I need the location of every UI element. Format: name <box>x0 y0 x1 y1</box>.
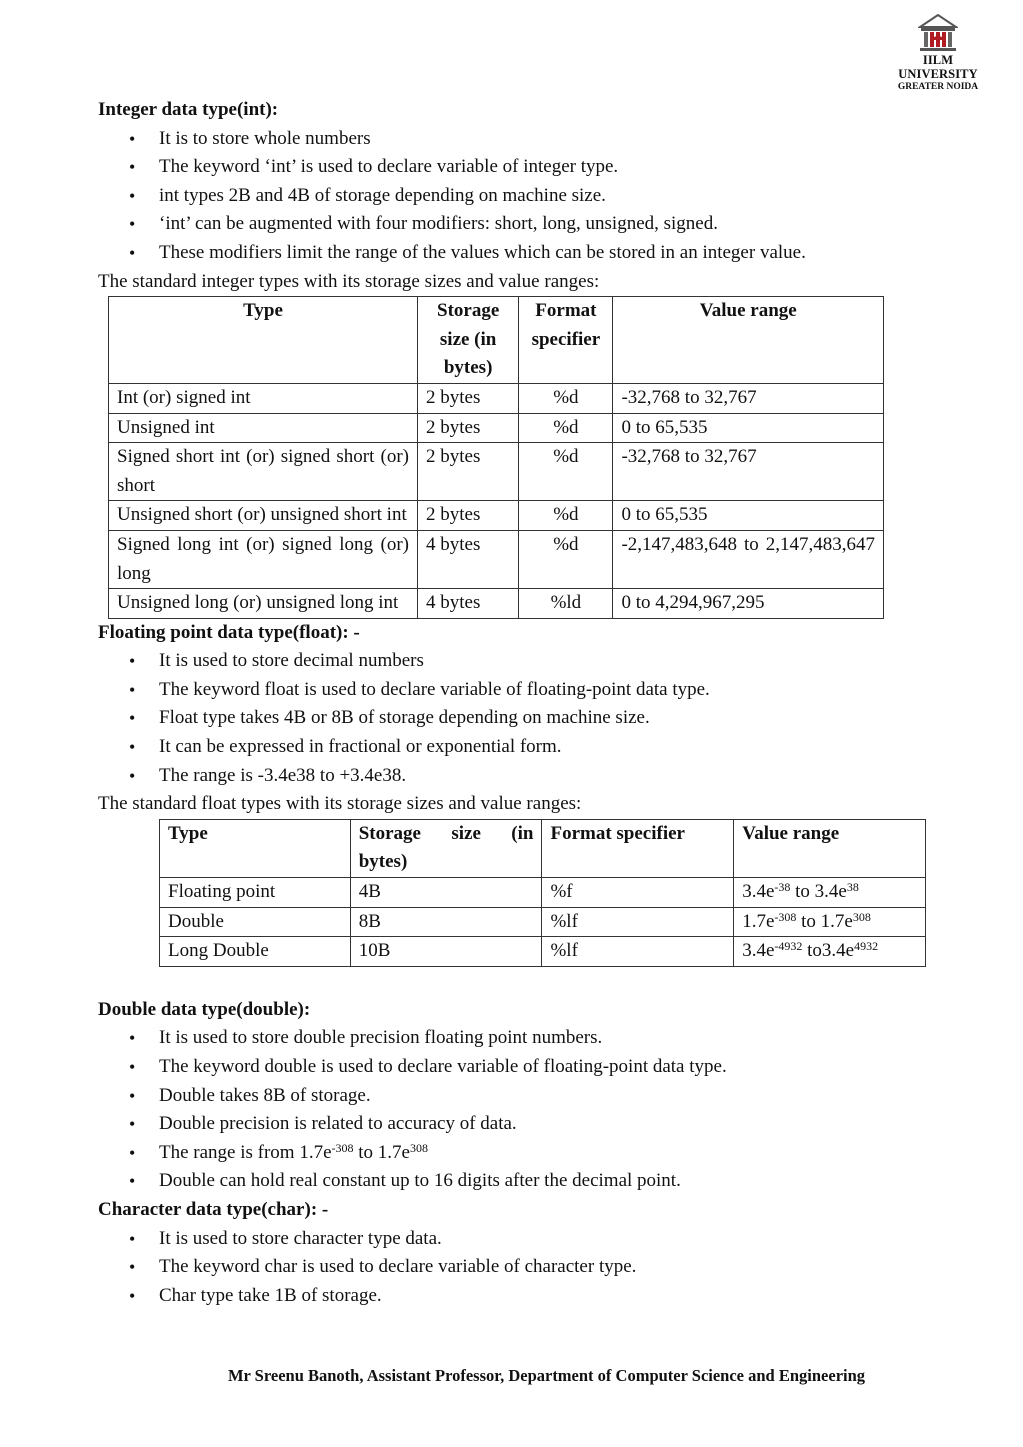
list-item: • Double can hold real constant up to 16 digits after the decimal point. <box>98 1167 938 1196</box>
range-base: 3.4e <box>742 940 775 962</box>
section-spacer <box>98 967 938 996</box>
table-cell: Signed long int (or) signed long (or) long <box>109 530 418 588</box>
table-cell: -2,147,483,648 to 2,147,483,647 <box>613 530 884 588</box>
table-row <box>109 589 884 619</box>
list-item: • The keyword double is used to declare variable of floating-point data type. <box>98 1053 938 1082</box>
table-cell: 0 to 65,535 <box>613 413 884 443</box>
table-cell: 4 bytes <box>417 530 518 588</box>
int-bullet-list <box>98 125 938 268</box>
table-row <box>109 501 884 531</box>
list-item: • ‘int’ can be augmented with four modifiers: short, long, unsigned, signed. <box>98 210 938 239</box>
list-item: • Float type takes 4B or 8B of storage depending on machine size. <box>98 704 938 733</box>
range-base: to3.4e <box>802 940 855 962</box>
list-item: • int types 2B and 4B of storage depending on machine size. <box>98 182 938 211</box>
table-cell: Double <box>160 907 351 937</box>
table-cell: Unsigned int <box>109 413 418 443</box>
table-cell: %d <box>519 530 613 588</box>
range-exponent: 308 <box>410 1140 428 1155</box>
table-cell: Long Double <box>160 937 351 967</box>
list-item: • It can be expressed in fractional or exponential form. <box>98 733 938 762</box>
table-cell: 4 bytes <box>417 589 518 619</box>
table-header: Value range <box>613 297 884 384</box>
range-text: The range is from 1.7e <box>159 1141 332 1163</box>
list-item: • Double takes 8B of storage. <box>98 1082 938 1111</box>
table-header-row <box>160 819 926 877</box>
list-item: • The keyword ‘int’ is used to declare variable of integer type. <box>98 153 938 182</box>
char-heading: Character data type(char): - <box>98 1198 329 1220</box>
table-header-row <box>109 297 884 384</box>
list-item: • Char type take 1B of storage. <box>98 1282 938 1311</box>
table-row <box>109 443 884 501</box>
table-row <box>160 878 926 908</box>
table-cell: %d <box>519 443 613 501</box>
table-header: Value range <box>734 819 926 877</box>
table-cell: -32,768 to 32,767 <box>613 443 884 501</box>
table-cell: %lf <box>542 937 734 967</box>
list-item: • These modifiers limit the range of the values which can be stored in an integer value. <box>98 239 938 268</box>
list-item: • It is used to store decimal numbers <box>98 647 938 676</box>
list-item <box>98 1139 938 1168</box>
table-cell: Floating point <box>160 878 351 908</box>
table-header: Storage size (in bytes) <box>350 819 542 877</box>
list-item: • It is used to store character type data. <box>98 1225 938 1254</box>
table-cell: Signed short int (or) signed short (or) short <box>109 443 418 501</box>
range-base: to 1.7e <box>796 910 853 932</box>
list-item: • It is used to store double precision floating point numbers. <box>98 1024 938 1053</box>
range-exponent: -38 <box>774 880 791 895</box>
table-cell: Unsigned long (or) unsigned long int <box>109 589 418 619</box>
table-cell: %d <box>519 413 613 443</box>
int-table-intro: The standard integer types with its storage sizes and value ranges: <box>98 270 600 292</box>
table-cell: 8B <box>350 907 542 937</box>
int-heading: Integer data type(int): <box>98 99 279 120</box>
table-cell: %f <box>542 878 734 908</box>
range-exponent: -308 <box>331 1140 354 1155</box>
table-header: Format specifier <box>519 297 613 384</box>
table-row <box>160 907 926 937</box>
table-cell: 2 bytes <box>417 413 518 443</box>
table-cell: Unsigned short (or) unsigned short int <box>109 501 418 531</box>
table-cell: %d <box>519 501 613 531</box>
table-cell: 10B <box>350 937 542 967</box>
table-cell: 2 bytes <box>417 443 518 501</box>
list-item: • The keyword float is used to declare variable of floating-point data type. <box>98 676 938 705</box>
document-body <box>98 96 938 1310</box>
table-cell: 2 bytes <box>417 383 518 413</box>
range-base: to 3.4e <box>790 881 847 903</box>
range-exponent: 4932 <box>854 939 879 954</box>
float-table-intro: The standard float types with its storage sizes and value ranges: <box>98 793 582 815</box>
range-exponent: 308 <box>852 909 871 924</box>
table-header: Format specifier <box>542 819 734 877</box>
university-building-icon <box>918 14 958 52</box>
table-header: Type <box>109 297 418 384</box>
table-cell: %ld <box>519 589 613 619</box>
table-row <box>109 530 884 588</box>
table-row <box>109 383 884 413</box>
range-exponent: -4932 <box>774 939 803 954</box>
table-cell: %d <box>519 383 613 413</box>
int-types-table <box>108 296 884 619</box>
table-cell: -32,768 to 32,767 <box>613 383 884 413</box>
table-cell <box>734 937 926 967</box>
table-header: Storage size (in bytes) <box>417 297 518 384</box>
table-cell: 4B <box>350 878 542 908</box>
char-bullet-list <box>98 1225 938 1311</box>
logo-location: GREATER NOIDA <box>897 82 979 92</box>
list-item: • The range is -3.4e38 to +3.4e38. <box>98 762 938 791</box>
float-types-table <box>159 819 926 967</box>
double-bullet-list <box>98 1024 938 1196</box>
page-footer: Mr Sreenu Banoth, Assistant Professor, Department of Computer Science and Engineering <box>227 1366 866 1385</box>
range-base: 3.4e <box>742 881 775 903</box>
table-row <box>109 413 884 443</box>
table-cell: 2 bytes <box>417 501 518 531</box>
table-cell: 0 to 4,294,967,295 <box>613 589 884 619</box>
range-exponent: -308 <box>774 909 797 924</box>
double-heading: Double data type(double): <box>98 998 311 1020</box>
range-base: 1.7e <box>742 910 775 932</box>
table-cell <box>734 878 926 908</box>
table-header: Type <box>160 819 351 877</box>
table-cell: Int (or) signed int <box>109 383 418 413</box>
table-row <box>160 937 926 967</box>
range-text: to 1.7e <box>353 1141 410 1163</box>
table-cell: %lf <box>542 907 734 937</box>
list-item: • It is to store whole numbers <box>98 125 938 154</box>
table-cell: 0 to 65,535 <box>613 501 884 531</box>
float-heading: Floating point data type(float): - <box>98 621 360 643</box>
list-item: • The keyword char is used to declare variable of character type. <box>98 1253 938 1282</box>
university-logo <box>882 14 994 90</box>
list-item: • Double precision is related to accuracy of data. <box>98 1110 938 1139</box>
float-bullet-list <box>98 647 938 790</box>
logo-university-name: IILM UNIVERSITY <box>898 53 978 81</box>
table-cell <box>734 907 926 937</box>
range-exponent: 38 <box>846 880 859 895</box>
